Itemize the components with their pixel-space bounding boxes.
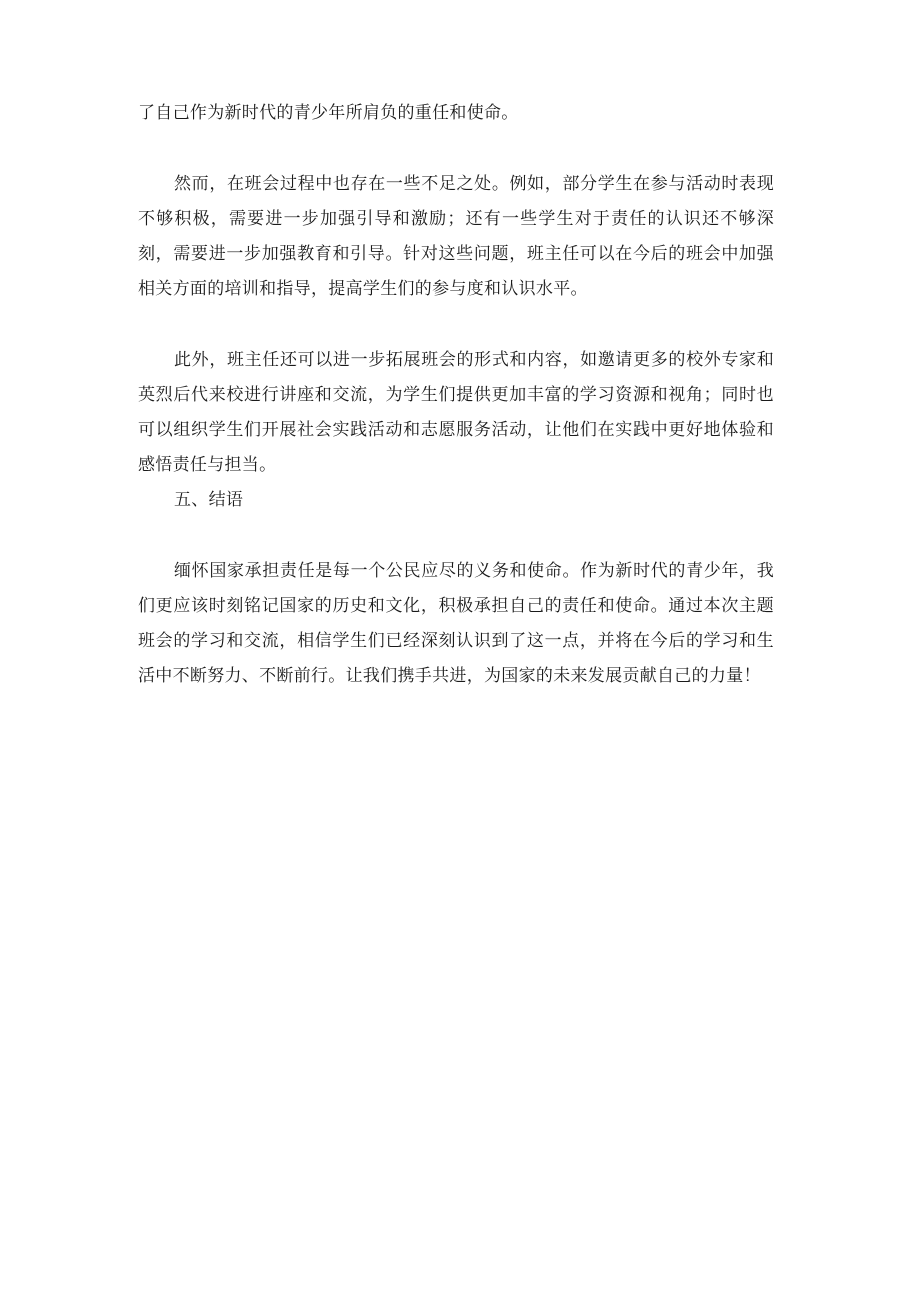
paragraph-shortcomings: 然而，在班会过程中也存在一些不足之处。例如，部分学生在参与活动时表现不够积极，需要进一步加强引导和激励；还有一些学生对于责任的认识还不够深刻，需要进一步加强教育和引导。针对这些问题，班主任可以在今后的班会中加强相关方面的培训和指导，提高学生们的参与度和认识水平。 [138,174,774,299]
document-page [138,96,774,694]
paragraph-conclusion: 缅怀国家承担责任是每一个公民应尽的义务和使命。作为新时代的青少年，我们更应该时刻铭记国家的历史和文化，积极承担自己的责任和使命。通过本次主题班会的学习和交流，相信学生们已经深刻认识到了这一点，并将在今后的学习和生活中不断努力、不断前行。让我们携手共进，为国家的未来发展贡献自己的力量！ [138,561,774,686]
paragraph-continuation: 了自己作为新时代的青少年所肩负的重任和使命。 [138,103,519,123]
section-heading-conclusion: 五、结语 [174,490,244,510]
paragraph-improvements: 此外，班主任还可以进一步拓展班会的形式和内容，如邀请更多的校外专家和英烈后代来校进行讲座和交流，为学生们提供更加丰富的学习资源和视角；同时也可以组织学生们开展社会实践活动和志愿服务活动，让他们在实践中更好地体验和感悟责任与担当。 [138,350,774,475]
